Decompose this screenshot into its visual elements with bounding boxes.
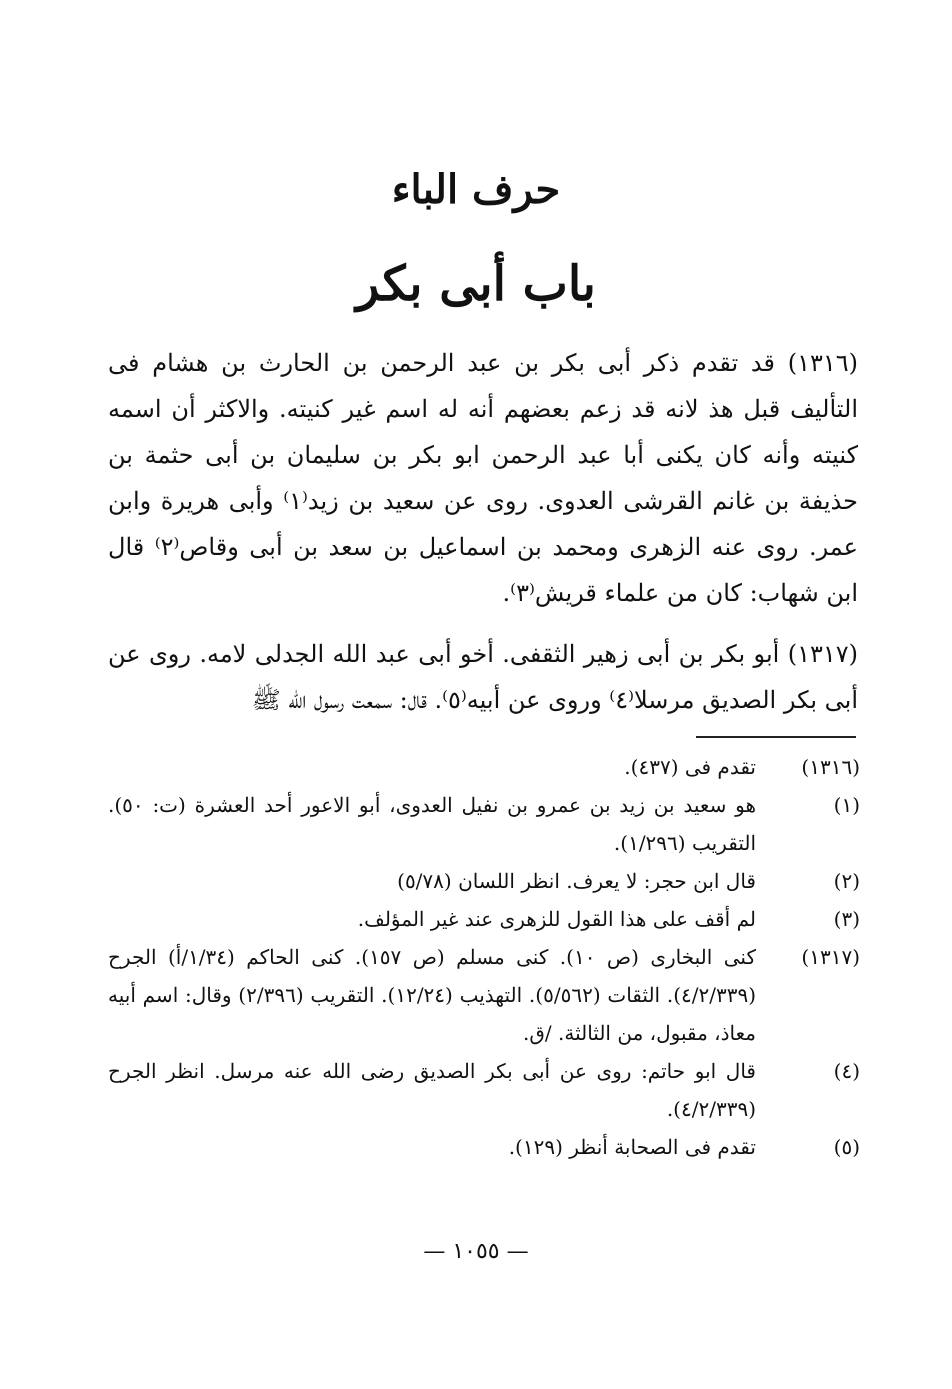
footnote-1 (108, 786, 860, 862)
footnote-number: (١٣١٦) (801, 755, 860, 779)
footnote-5 (108, 1128, 860, 1166)
footnote-number: (٣) (833, 907, 860, 931)
entry-1317: (١٣١٧) أبو بكر بن أبى زهير الثقفى. أخو أبى عبد الله الجدلى لامه. روى عن أبى بكر الصديق مرسلا⁽٤⁾ وروى عن أبيه⁽٥⁾. قال: سمعت رسول الله ﷺ (108, 640, 858, 714)
chapter-heading: حرف الباء (391, 166, 561, 213)
entry-1316: (١٣١٦) قد تقدم ذكر أبى بكر بن عبد الرحمن بن الحارث بن هشام فى التأليف قبل هذ لانه قد زعم بعضهم أنه له اسم غير كنيته. والاكثر أن اسمه كنيته وأنه كان يكنى أبا عبد الرحمن ابو بكر بن سليمان بن أبى حثمة بن حذيفة بن غانم القرشى العدوى. روى عن سعيد بن زيد⁽١⁾ وأبى هريرة وابن عمر. روى عنه الزهرى ومحمد بن اسماعيل بن سعد بن أبى وقاص⁽٢⁾ قال ابن شهاب: كان من علماء قريش⁽٣⁾. (108, 349, 859, 607)
footnote-text: لم أقف على هذا القول للزهرى عند غير المؤلف. (357, 907, 756, 931)
footnote-text: تقدم فى الصحابة أنظر (١٢٩). (508, 1135, 756, 1159)
footnote-separator (696, 736, 856, 738)
footnote-number: (٤) (833, 1059, 860, 1083)
footnote-4 (108, 1052, 860, 1128)
footnote-number: (١) (833, 793, 860, 817)
footnote-text: هو سعيد بن زيد بن عمرو بن نفيل العدوى، أبو الاعور أحد العشرة (ت: ٥٠). التقريب (١/٢٩٦). (108, 793, 756, 855)
footnote-number: (٥) (833, 1135, 860, 1159)
footnote-text: قال ابن حجر: لا يعرف. انظر اللسان (٥/٧٨) (397, 869, 756, 893)
footnote-text: قال ابو حاتم: روى عن أبى بكر الصديق رضى الله عنه مرسل. انظر الجرح (٤/٢/٣٣٩). (108, 1059, 756, 1121)
footnote-number: (١٣١٧) (801, 945, 860, 969)
footnote-text: كنى البخارى (ص ١٠). كنى مسلم (ص ١٥٧). كنى الحاكم (١/٣٤/أ) الجرح (٤/٢/٣٣٩). الثقات (٥/٥٦٢). التهذيب (١٢/٢٤). التقريب (٢/٣٩٦) وقال: اسم أبيه معاذ، مقبول، من الثالثة. /ق. (108, 945, 756, 1045)
footnotes (108, 748, 860, 1166)
page-number: — ١٠٥٥ — (423, 1239, 529, 1264)
footnote-1316 (108, 748, 860, 786)
footnote-1317 (108, 938, 860, 1052)
footnote-text: تقدم فى (٤٣٧). (624, 755, 756, 779)
footnote-2 (108, 862, 860, 900)
footnote-number: (٢) (833, 869, 860, 893)
footnote-3 (108, 900, 860, 938)
section-heading: باب أبى بكر (356, 256, 596, 312)
